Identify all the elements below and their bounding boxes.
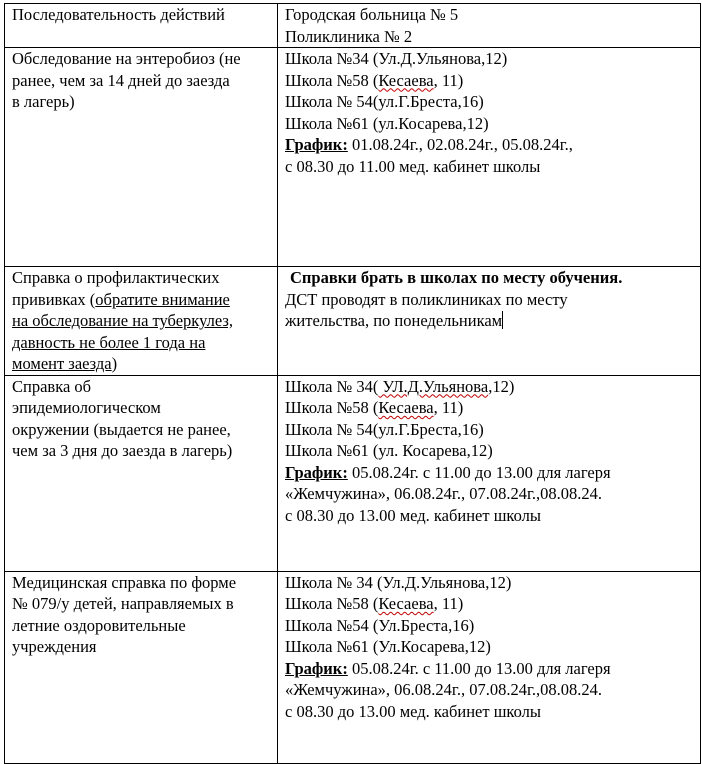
certificate-note: Справки брать в школах по месту обучения. bbox=[290, 268, 623, 287]
row-1-step-line: Обследование на энтеробиоз (не bbox=[12, 49, 241, 68]
row-4-step-line: Медицинская справка по форме bbox=[12, 572, 237, 592]
spellcheck-word: Кесаева bbox=[378, 594, 434, 613]
row-3-step-line: эпидемиологическом bbox=[12, 398, 161, 417]
schedule-label: График: bbox=[285, 135, 348, 154]
school-line: Школа №61 (Ул.Косарева,12) bbox=[285, 637, 491, 656]
header-clinic-name: Поликлиника № 2 bbox=[285, 26, 413, 46]
schedule-line: «Жемчужина», 06.08.24г., 07.08.24г.,08.08.24. bbox=[285, 680, 602, 699]
schedule-line: «Жемчужина», 06.08.24г., 07.08.24г.,08.08.24. bbox=[285, 484, 602, 503]
table-row bbox=[5, 48, 701, 267]
school-line: Школа №58 (Кесаева, 11) bbox=[285, 70, 464, 90]
school-line: Школа №58 (Кесаева, 11) bbox=[285, 398, 464, 417]
row-3-step-line: окружении (выдается не ранее, bbox=[12, 419, 231, 439]
spellcheck-word: УЛ.Д.Ульянова bbox=[378, 376, 489, 396]
row-2-step-line: прививках (обратите внимание bbox=[12, 289, 230, 309]
schedule-label: График: bbox=[285, 658, 348, 678]
row-1-step-line: ранее, чем за 14 дней до заезда bbox=[12, 70, 230, 90]
row-4-details bbox=[278, 571, 701, 763]
table-row bbox=[5, 267, 701, 376]
school-line: Школа №61 (ул.Косарева,12) bbox=[285, 113, 489, 133]
school-line: Школа №34 (Ул.Д.Ульянова,12) bbox=[285, 49, 508, 68]
header-hospital bbox=[278, 4, 701, 48]
schedule-table bbox=[4, 3, 701, 764]
row-2-step-line: момент заезда) bbox=[12, 354, 118, 373]
row-2-step-line: Справка о профилактических bbox=[12, 268, 220, 287]
table-row bbox=[5, 571, 701, 763]
spellcheck-word: Кесаева bbox=[378, 70, 434, 90]
schedule-line: с 08.30 до 13.00 мед. кабинет школы bbox=[285, 701, 541, 721]
tuberculin-note-line: ДСТ проводят в поликлиниках по месту bbox=[285, 289, 568, 309]
schedule-line: График: 05.08.24г. с 11.00 до 13.00 для лагеря bbox=[285, 658, 611, 678]
spellcheck-word: Кесаева bbox=[378, 398, 434, 417]
school-line: Школа № 54(ул.Г.Бреста,16) bbox=[285, 92, 484, 111]
row-1-step bbox=[5, 48, 278, 267]
header-hospital-name: Городская больница № 5 bbox=[285, 5, 459, 24]
row-4-step-line: учреждения bbox=[12, 637, 97, 656]
row-2-details bbox=[278, 267, 701, 376]
schedule-line: с 08.30 до 11.00 мед. кабинет школы bbox=[285, 156, 541, 176]
row-3-details bbox=[278, 375, 701, 571]
tuberculin-note-line: жительства, по понедельникам bbox=[285, 311, 503, 330]
row-3-step bbox=[5, 375, 278, 571]
row-1-details bbox=[278, 48, 701, 267]
school-line: Школа № 54(ул.Г.Бреста,16) bbox=[285, 419, 484, 439]
table-header-row bbox=[5, 4, 701, 48]
school-line: Школа №54 (Ул.Бреста,16) bbox=[285, 615, 475, 635]
row-4-step-line: № 079/у детей, направляемых в bbox=[12, 594, 234, 613]
schedule-line: с 08.30 до 13.00 мед. кабинет школы bbox=[285, 505, 541, 525]
row-3-step-line: Справка об bbox=[12, 376, 92, 396]
schedule-line: График: 05.08.24г. с 11.00 до 13.00 для лагеря bbox=[285, 462, 611, 482]
header-steps-label: Последовательность действий bbox=[12, 5, 225, 24]
school-line: Школа № 34 (Ул.Д.Ульянова,12) bbox=[285, 572, 512, 592]
row-3-step-line: чем за 3 дня до заезда в лагерь) bbox=[12, 441, 233, 460]
row-2-step-line: на обследование на туберкулез, bbox=[12, 311, 234, 330]
school-line: Школа № 34( УЛ.Д.Ульянова,12) bbox=[285, 376, 515, 396]
row-1-step-line: в лагерь) bbox=[12, 92, 75, 111]
schedule-line: График: 01.08.24г., 02.08.24г., 05.08.24г., bbox=[285, 135, 573, 154]
text-cursor bbox=[502, 311, 503, 329]
school-line: Школа №61 (ул. Косарева,12) bbox=[285, 441, 493, 460]
table-row bbox=[5, 375, 701, 571]
school-line: Школа №58 (Кесаева, 11) bbox=[285, 594, 464, 613]
row-2-step-line: давность не более 1 года на bbox=[12, 332, 206, 352]
row-2-step bbox=[5, 267, 278, 376]
row-4-step-line: летние оздоровительные bbox=[12, 615, 186, 635]
header-steps bbox=[5, 4, 278, 48]
row-4-step bbox=[5, 571, 278, 763]
schedule-label: График: bbox=[285, 462, 348, 482]
